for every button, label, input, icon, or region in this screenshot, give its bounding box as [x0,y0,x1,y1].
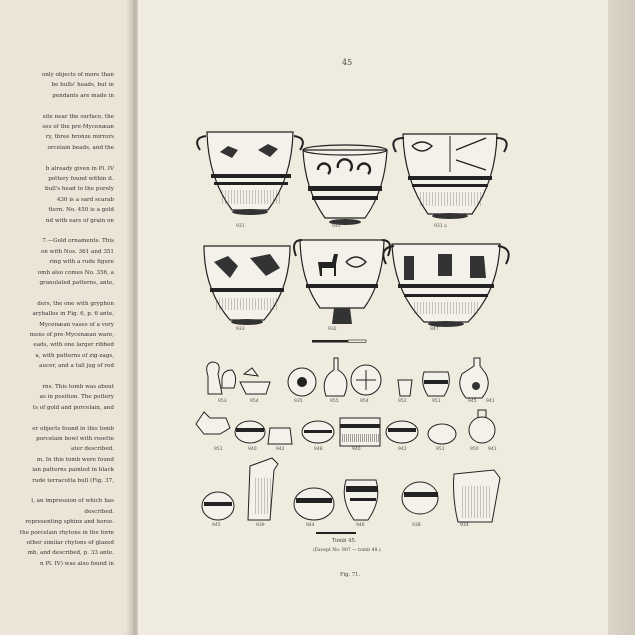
catalogue-number: 931 a [434,224,447,229]
scale-bar [312,340,366,343]
krater-bulls [204,246,290,325]
left-page-text-line: m. In this tomb were found [36,456,114,463]
scale-bar-bottom [316,532,356,534]
catalogue-number: 951 [432,399,441,404]
left-page-text-line: l, an impression of which has [31,498,114,505]
krater-chariot [383,244,508,327]
left-page-text-line: mb, and described, p. 33 ante. [27,550,114,557]
catalogue-number: 954 [250,399,259,404]
left-page-text-line: aucer, and a tall jug of red [39,363,114,370]
left-page-text-line: ian patterns painted in black [32,467,114,474]
left-page-text-line: the porcelain rhytons in the form [19,529,114,536]
left-page-text-line: orcelain beads, and the [47,144,114,151]
krater-row-2 [204,240,509,327]
catalogue-number: 945 [468,399,477,404]
left-page-text-line: ses of the pre-Mycenæan [42,124,114,130]
left-page-text-line: granulated patterns, ante, [39,280,114,286]
catalogue-number: 938 [412,523,421,528]
left-page-text-line: n Pl. IV) was also found in [39,560,114,567]
left-page-text-line: rns. This tomb was about [42,384,114,390]
catalogue-number: 954 [360,399,369,404]
left-page-text-line: pendants are made in [52,92,114,99]
catalogue-number: 942 [398,447,407,452]
krater-row-1 [197,132,507,225]
catalogue-number: 950 [470,447,479,452]
krater-birds [197,132,303,215]
small-vessels-row-4 [196,410,495,446]
krater-lotus [393,134,506,219]
left-page-text-line: on with Nos. 361 and 351 [40,248,114,255]
left-page-text-line: ttern. No. 450 is a gold [48,207,114,214]
left-page-text-line: a, with patterns of zig-zags, [35,352,114,359]
left-page-text-line: as in position. The pottery [39,394,114,401]
catalogue-number: 947 [430,327,439,332]
left-page-text-line: ry, three bronze mirrors [45,134,114,141]
catalogue-number: 952 [398,399,407,404]
left-page-text-line: mens of pre-Mycenæan ware, [29,332,114,338]
left-page-text-line: 430 is a sard scarab [56,196,114,203]
left-page-text-line: Mycenæan vases of a very [39,321,114,328]
left-page-text-line: bull's head to the purely [44,186,114,193]
catalogue-number: 931 [332,224,341,229]
small-vessels-row-3 [207,358,489,398]
left-page-text-line: ders, the one with gryphon [37,300,114,307]
catalogue-number: 934 [460,523,469,528]
catalogue-number: 940 [352,447,361,452]
catalogue-number: 941 [486,399,495,404]
catalogue-number: 944 [306,523,315,528]
left-page-text-line: described. [84,508,114,515]
left-page-text-line: other similar rhytons of glazed [26,540,114,546]
catalogue-number: 953 [218,399,227,404]
catalogue-number: 951 [436,447,445,452]
left-page-text-line: porcelain bowl with rosette [36,436,114,442]
left-page-text-line: omb also comes No. 356, a [37,269,114,276]
catalogue-number: 948 [314,447,323,452]
catalogue-number: 942 [276,447,285,452]
left-page-text-line: rude terracotta bull (Fig. 37, [32,477,114,484]
left-page-text-line: site near the surface, the [42,113,114,120]
left-page-text-line: pottery found within it. [48,176,114,182]
left-page-text-line: nd with ears of grain on [45,217,114,224]
catalogue-number: 931 [236,224,245,229]
left-page-text-line: only objects of more than [41,72,114,78]
caption-title: Tomb 45. [332,538,357,544]
catalogue-number: 940 [248,447,257,452]
caption-subtitle: (Except No. 907 — tomb 48.) [313,548,381,553]
catalogue-number: 946 [356,523,365,528]
page-number: 45 [342,58,353,67]
catalogue-number: 955 [330,399,339,404]
left-page-text-line: representing sphinx and horse. [25,519,114,526]
catalogue-number: 941 [488,447,497,452]
left-page-text-line: be bulls' heads, but in [51,82,114,89]
catalogue-number: 951 [214,447,223,452]
catalogue-number: 935 [294,399,303,404]
left-page-text-line: ts of gold and porcelain, and [32,404,114,411]
krater-horses [294,240,390,324]
catalogue-number: 939 [256,523,265,528]
left-page-text-line: b already given in Pl. IV [45,165,114,172]
catalogue-number: 932 [328,327,337,332]
left-page-text-line: er objects found in this tomb [32,425,114,432]
left-page-text-line: aryballos in Fig. 6, p. 6 ante, [32,311,114,318]
vessels-row-5 [202,458,500,522]
left-page-text-line: ater described. [71,446,114,453]
left-page-text-line: 7.—Gold ornaments. This [42,238,114,245]
figure-label: Fig. 71. [340,572,361,578]
left-page-text-line: ring with a rude figure [49,259,114,266]
catalogue-number: 933 [236,327,245,332]
left-page-text-line: eads, with one larger ribbed [33,342,114,349]
krater-spirals [303,145,387,225]
catalogue-number: 945 [212,523,221,528]
